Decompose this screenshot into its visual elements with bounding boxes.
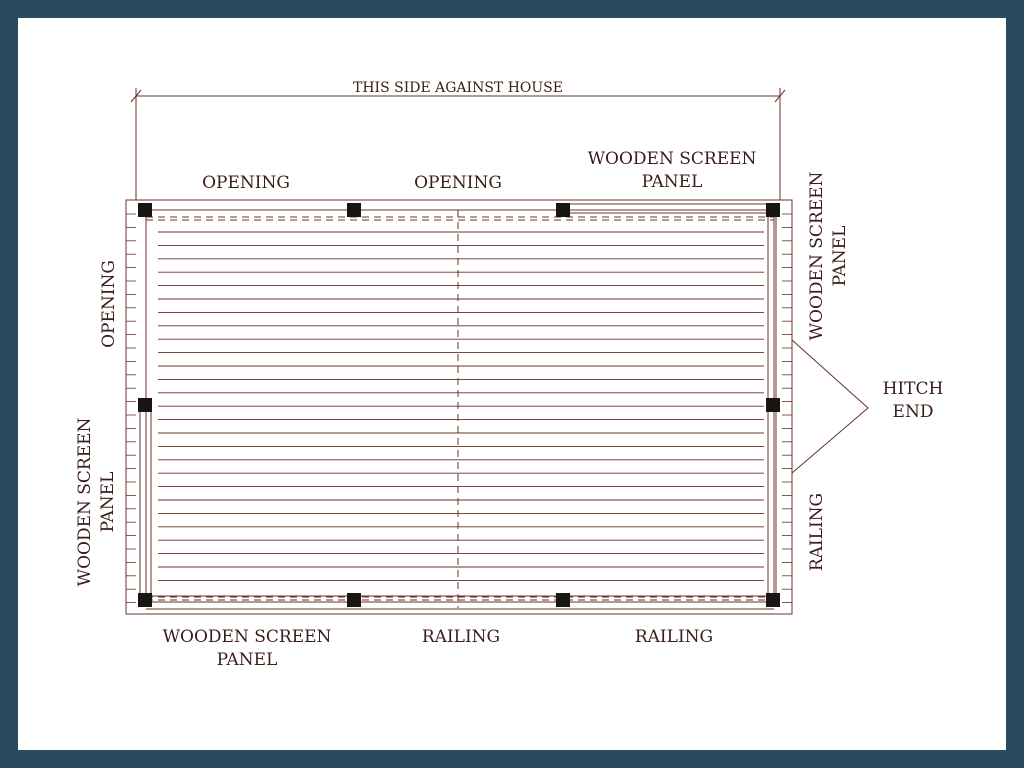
- bottom-right-railing-label: RAILING: [634, 627, 714, 647]
- hitch-label-line-2: END: [892, 402, 934, 422]
- post: [766, 593, 780, 607]
- bottom-middle-railing-label: RAILING: [421, 627, 501, 647]
- post: [766, 398, 780, 412]
- post: [138, 593, 152, 607]
- deck-plan-diagram: [18, 18, 1006, 750]
- posts: [138, 203, 780, 607]
- top-dimension-label: THIS SIDE AGAINST HOUSE: [353, 80, 563, 96]
- hitch: [792, 340, 943, 473]
- post: [347, 203, 361, 217]
- top-right-panel-label-line-2: PANEL: [641, 172, 703, 192]
- drawing-sheet: [18, 18, 1006, 750]
- top-right-panel-label-line-1: WOODEN SCREEN: [587, 149, 757, 169]
- left-panel-label-line-2: PANEL: [98, 471, 118, 533]
- top-left-opening-label: OPENING: [202, 173, 290, 193]
- right-panel-label-line-2: PANEL: [830, 225, 850, 287]
- post: [138, 203, 152, 217]
- post: [766, 203, 780, 217]
- right-panel-label-line-1: WOODEN SCREEN: [807, 171, 827, 341]
- hitch-outline: [792, 340, 868, 473]
- deck-boards: [158, 232, 764, 580]
- post: [347, 593, 361, 607]
- beam-lines: [146, 210, 774, 608]
- post: [138, 398, 152, 412]
- left-panel-label-line-1: WOODEN SCREEN: [75, 417, 95, 587]
- post: [556, 203, 570, 217]
- deck-outline: [126, 200, 792, 614]
- top-middle-opening-label: OPENING: [414, 173, 502, 193]
- left-opening-label: OPENING: [99, 260, 119, 348]
- bottom-left-panel-label-line-2: PANEL: [216, 650, 278, 670]
- right-railing-label: RAILING: [807, 492, 827, 572]
- hitch-label-line-1: HITCH: [882, 379, 944, 399]
- bottom-left-panel-label-line-1: WOODEN SCREEN: [162, 627, 332, 647]
- post: [556, 593, 570, 607]
